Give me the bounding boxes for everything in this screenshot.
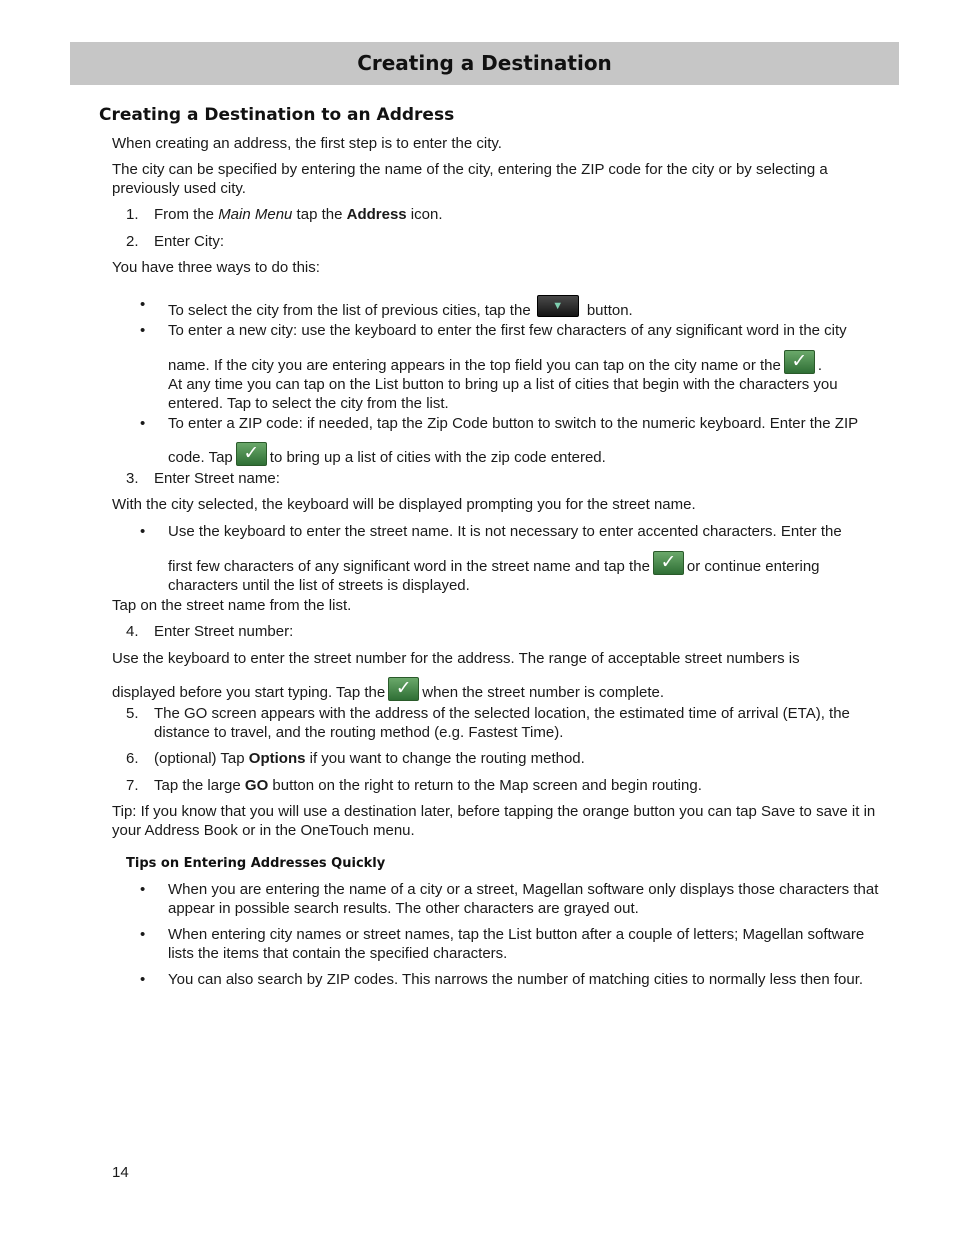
tips-title: Tips on Entering Addresses Quickly (126, 856, 386, 871)
paragraph-intro: When creating an address, the first step is to enter the city. (112, 135, 502, 152)
step-number: 7. (126, 777, 139, 794)
green-checkmark-icon (784, 350, 815, 374)
paragraph-three-ways: You have three ways to do this: (112, 259, 320, 276)
tip-item: • When entering city names or street names, tap the List button after a couple of letters; Magellan software lists the items that contain the specified characters. (140, 926, 865, 962)
bullet-mark: • (140, 415, 146, 432)
green-checkmark-icon (388, 677, 419, 701)
step-text: The GO screen appears with the address of the selected location, the estimated time of arrival (ETA), the distance to travel, and the routing method (e.g. Fastest Time). (154, 705, 850, 741)
paragraph-street-number-cont: displayed before you start typing. Tap the✓ when the street number is complete. (112, 677, 888, 702)
step-text: Tap the large GO button on the right to return to the Map screen and begin routing. (154, 777, 702, 794)
step-number: 5. (126, 705, 139, 722)
step-text: Enter City: (154, 233, 225, 250)
paragraph-tap-street: Tap on the street name from the list. (112, 597, 352, 614)
step-7 (126, 776, 888, 795)
step-text: Enter Street name: (154, 470, 280, 487)
green-checkmark-icon (653, 551, 684, 575)
tip-item: • You can also search by ZIP codes. This narrows the number of matching cities to normally less then four. (140, 971, 864, 988)
tip-item: • When you are entering the name of a city or a street, Magellan software only displays those characters that appear in possible search results. The other characters are grayed out. (140, 881, 879, 917)
step-4 (126, 622, 888, 641)
bullet-mark: • (140, 926, 146, 943)
paragraph-tip: Tip: If you know that you will use a destination later, before tapping the orange button you can tap Save to save it in your Address Book or in the OneTouch menu. (112, 803, 876, 839)
banner-title: Creating a Destination (357, 51, 612, 75)
green-checkmark-icon (236, 442, 267, 466)
page-banner (70, 42, 899, 85)
step-text: (optional) Tap Options if you want to change the routing method. (154, 750, 585, 767)
bullet-mark: • (140, 881, 146, 898)
bullet-mark: • (140, 971, 146, 988)
step-number: 4. (126, 623, 139, 640)
paragraph-city-options: The city can be specified by entering the name of the city, entering the ZIP code for the city or by selecting a previously used city. (112, 161, 828, 197)
step-text: From the Main Menu tap the Address icon. (154, 206, 443, 223)
list-arrow-button-icon (537, 295, 579, 317)
step-number: 2. (126, 233, 139, 250)
bullet-street-keyboard-cont: first few characters of any significant word in the street name and tap the✓ or continue entering characters until the list of streets is displayed. (140, 551, 888, 595)
paragraph-street-prompt: With the city selected, the keyboard will be displayed prompting you for the street name. (112, 496, 696, 513)
page-number: 14 (112, 1164, 129, 1181)
step-number: 3. (126, 470, 139, 487)
step-number: 1. (126, 206, 139, 223)
bullet-zip-code: • To enter a ZIP code: if needed, tap the Zip Code button to switch to the numeric keyboard. Enter the ZIP (140, 415, 859, 432)
step-1 (126, 205, 888, 224)
step-text: Enter Street number: (154, 623, 294, 640)
bullet-new-city: • To enter a new city: use the keyboard to enter the first few characters of any significant word in the city (140, 322, 847, 339)
bullet-mark: • (140, 523, 146, 540)
bullet-street-keyboard: • Use the keyboard to enter the street name. It is not necessary to enter accented characters. Enter the (140, 523, 842, 540)
step-5 (126, 704, 888, 742)
bullet-previous-cities: • To select the city from the list of previous cities, tap the▼ button. (140, 295, 888, 320)
step-2 (126, 232, 888, 251)
step-number: 6. (126, 750, 139, 767)
bullet-mark: • (140, 322, 146, 339)
step-6 (126, 749, 888, 768)
bullet-new-city-cont: name. If the city you are entering appears in the top field you can tap on the city name or the✓ . At any time you can tap on the List button to bring up a list of cities that begin with the characters you entered. Tap to select the city from the list. (140, 350, 888, 413)
bullet-zip-code-cont: code. Tap✓ to bring up a list of cities with the zip code entered. (140, 442, 888, 467)
paragraph-street-number: Use the keyboard to enter the street number for the address. The range of acceptable street numbers is (112, 650, 800, 667)
step-3 (126, 469, 888, 488)
section-title: Creating a Destination to an Address (99, 105, 455, 125)
bullet-mark: • (140, 296, 146, 313)
